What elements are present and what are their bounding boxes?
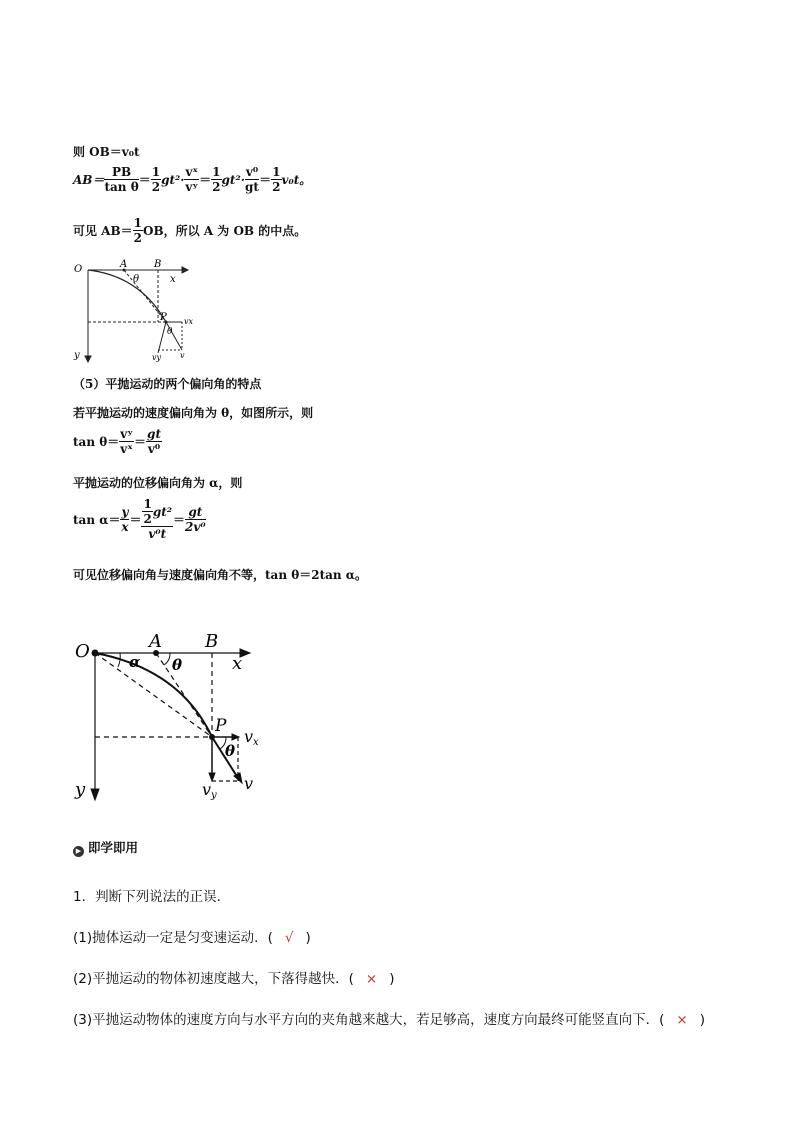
mid-post: OB，所以 A 为 OB 的中点。 bbox=[143, 224, 307, 238]
trajectory-curve bbox=[88, 270, 166, 322]
label-o: O bbox=[74, 264, 83, 275]
answer-mark-3: × bbox=[676, 1012, 688, 1028]
tan-theta-lhs: tan θ＝ bbox=[73, 435, 120, 449]
label-y: y bbox=[75, 779, 86, 800]
question-item-2: (2)平抛运动的物体初速度越大，下落得越快．( × ) bbox=[73, 971, 395, 987]
ab-frac-half-2: $\frac{1}{2}$ bbox=[212, 165, 221, 194]
eq-sign: ＝ bbox=[134, 435, 147, 449]
ab-frac-half-1: $\frac{1}{2}$ bbox=[151, 165, 161, 194]
midpoint-statement bbox=[73, 217, 306, 244]
ab-end: v₀t。 bbox=[281, 173, 312, 187]
label-a: A bbox=[149, 631, 162, 652]
label-vx: vx bbox=[184, 317, 194, 326]
label-p: P bbox=[160, 312, 167, 323]
ta-frac-gt2v0: $\frac{gt}{\text{2v⁰}}$ bbox=[185, 504, 206, 534]
label-theta-p: θ bbox=[167, 327, 173, 337]
eq-sign: ＝ bbox=[173, 512, 186, 527]
mid-frac-half: $\frac{1}{2}$ bbox=[133, 216, 142, 245]
sec5-line1: 若平抛运动的速度偏向角为 θ，如图所示，则 bbox=[73, 406, 314, 420]
tangent-line bbox=[156, 653, 212, 737]
tt-frac-vyvx: $\frac{\text{vʸ}}{\text{vˣ}}$ bbox=[120, 427, 134, 456]
y-axis-arrow bbox=[85, 356, 91, 362]
ab-lhs: AB＝ bbox=[73, 173, 105, 187]
small-trajectory-diagram bbox=[70, 258, 200, 366]
vy-vector bbox=[158, 322, 166, 353]
ab-frac-v0gt: $\frac{\text{v⁰}}{gt}$ bbox=[245, 165, 259, 194]
label-b: B bbox=[154, 259, 162, 270]
eq-sign: ＝ bbox=[199, 173, 212, 187]
label-theta: θ bbox=[172, 656, 183, 674]
label-v: v bbox=[180, 351, 185, 360]
question-intro: 1．判断下列说法的正误． bbox=[73, 889, 231, 905]
label-alpha: α bbox=[129, 653, 141, 671]
disp-angle-line: 平抛运动的位移偏向角为 α，则 bbox=[73, 476, 243, 490]
play-icon: ▶ bbox=[73, 846, 84, 857]
ab-gt2-2: gt²· bbox=[221, 172, 245, 187]
question-item-1: (1)抛体运动一定是匀变速运动．( √ ) bbox=[73, 930, 311, 946]
label-v: v bbox=[244, 774, 254, 793]
ab-frac-vxvy: $\frac{\text{vˣ}}{\text{vʸ}}$ bbox=[185, 165, 199, 194]
ab-frac-half-3: $\frac{1}{2}$ bbox=[272, 165, 281, 194]
label-theta-p: θ bbox=[225, 742, 236, 760]
eq-sign: ＝ bbox=[138, 173, 151, 187]
label-theta: θ bbox=[133, 274, 140, 285]
displacement-line bbox=[95, 653, 212, 737]
tt-frac-gtv0: $\frac{gt}{\text{v⁰}}$ bbox=[147, 427, 161, 456]
ab-gt2-1: gt²· bbox=[161, 172, 185, 187]
label-y: y bbox=[74, 350, 80, 361]
label-p: P bbox=[215, 716, 227, 736]
ta-frac-big: $\frac{1}{2}$ gt² v⁰t bbox=[143, 497, 173, 541]
label-x: x bbox=[232, 653, 243, 674]
label-a: A bbox=[120, 259, 128, 270]
ob-equation: 则 OB＝v₀t bbox=[73, 145, 140, 159]
practice-header-label: 即学即用 bbox=[88, 840, 139, 855]
label-vy: vy bbox=[202, 780, 217, 801]
alpha-arc bbox=[118, 653, 120, 667]
ab-frac-pb: $\frac{PB}{\text{tan θ}}$ bbox=[104, 165, 139, 194]
answer-mark-1: √ bbox=[284, 930, 294, 946]
tan-alpha-equation bbox=[73, 498, 206, 540]
practice-header bbox=[73, 838, 138, 857]
label-o: O bbox=[75, 641, 90, 662]
mid-pre: 可见 AB＝ bbox=[73, 224, 133, 238]
conclusion-line: 可见位移偏向角与速度偏向角不等，tan θ＝2tan α。 bbox=[73, 568, 368, 582]
answer-mark-2: × bbox=[365, 971, 378, 987]
large-trajectory-diagram bbox=[70, 625, 280, 805]
y-axis-arrow bbox=[91, 789, 99, 800]
label-x: x bbox=[170, 274, 176, 285]
ab-equation bbox=[73, 166, 311, 193]
point-o bbox=[92, 650, 99, 657]
label-vx: vx bbox=[244, 727, 259, 748]
tan-theta-equation bbox=[73, 428, 162, 455]
theta-arc bbox=[164, 653, 170, 665]
eq-sign: ＝ bbox=[129, 512, 142, 527]
label-b: B bbox=[205, 631, 219, 652]
sec5-title: （5）平抛运动的两个偏向角的特点 bbox=[73, 377, 262, 391]
x-axis-arrow bbox=[182, 267, 188, 273]
tan-alpha-lhs: tan α＝ bbox=[73, 512, 121, 527]
label-vy: vy bbox=[152, 353, 162, 362]
ta-frac-yx: $\frac{y}{x}$ bbox=[121, 504, 129, 534]
question-item-3: (3)平抛运动物体的速度方向与水平方向的夹角越来越大，若足够高，速度方向最终可能竖直向下．( × ) bbox=[73, 1012, 705, 1028]
eq-sign: ＝ bbox=[259, 173, 272, 187]
